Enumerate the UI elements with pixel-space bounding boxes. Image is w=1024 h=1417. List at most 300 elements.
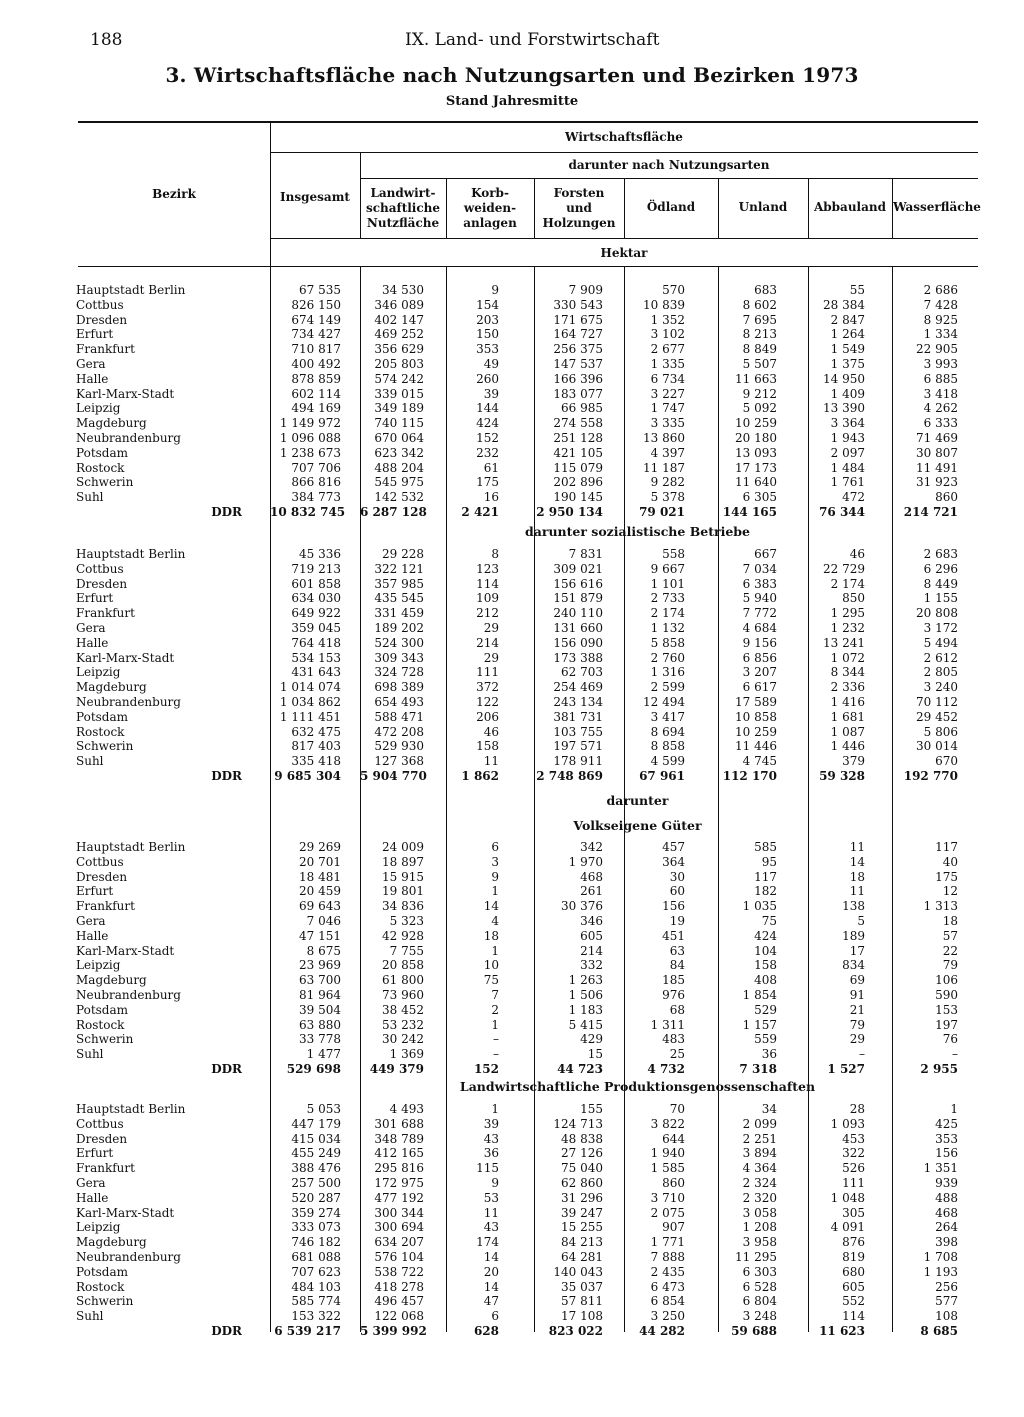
table-cell: 6 854: [650, 1294, 685, 1309]
col-header-abbauland: Abbauland: [813, 200, 887, 214]
table-cell: 205 803: [374, 356, 424, 371]
table-cell: 13 860: [643, 430, 685, 445]
table-cell: 151 879: [553, 591, 603, 606]
table-cell: 335 418: [291, 754, 341, 769]
table-cell: 20 701: [299, 854, 341, 869]
table-cell: 494 169: [291, 401, 341, 416]
table-cell: 30 242: [382, 1032, 424, 1047]
table-cell: 1 943: [830, 430, 865, 445]
table-cell: 408: [754, 973, 777, 988]
table-cell: 2 435: [650, 1264, 685, 1279]
table-cell: 2 174: [650, 606, 685, 621]
table-cell: 175: [476, 475, 499, 490]
table-cell: 18: [942, 913, 958, 928]
table-cell: 33 778: [299, 1032, 341, 1047]
district-name: [76, 769, 244, 784]
district-label: Leipzig: [76, 665, 121, 680]
table-row: [0, 914, 1024, 929]
district-label: Schwerin: [76, 1032, 134, 1047]
table-cell: 156: [662, 899, 685, 914]
table-row: [0, 1176, 1024, 1191]
table-cell: 2 686: [923, 283, 958, 297]
district-label: Frankfurt: [76, 1161, 135, 1176]
table-row: [0, 1235, 1024, 1250]
table-cell: 421 105: [553, 445, 603, 460]
table-cell: 529: [754, 1002, 777, 1017]
table-cell: 8 685: [920, 1323, 958, 1338]
table-cell: 69: [849, 973, 865, 988]
district-name: [76, 505, 244, 520]
table-cell: 174: [476, 1235, 499, 1250]
district-label: Suhl: [76, 490, 104, 505]
district-name: [76, 387, 246, 402]
table-cell: 3 822: [650, 1116, 685, 1131]
district-name: [76, 490, 246, 505]
table-cell: 477 192: [374, 1190, 424, 1205]
table-cell: 1: [491, 884, 499, 899]
district-name: [76, 577, 246, 592]
table-cell: 76: [942, 1032, 958, 1047]
table-cell: 545 975: [374, 475, 424, 490]
table-row: [0, 1191, 1024, 1206]
table-cell: 63 700: [299, 973, 341, 988]
table-cell: 309 343: [374, 650, 424, 665]
table-row: [0, 577, 1024, 592]
table-cell: 2 324: [742, 1175, 777, 1190]
table-cell: 63: [669, 943, 685, 958]
section-title-darunter: darunter: [606, 793, 669, 808]
table-cell: 13 390: [823, 401, 865, 416]
col-header-landw-line: Nutzfläche: [366, 216, 440, 230]
table-cell: 11: [483, 1205, 499, 1220]
district-name: [76, 1280, 246, 1295]
table-cell: 817 403: [291, 739, 341, 754]
district-name: [76, 1220, 246, 1235]
table-cell: 18 481: [299, 869, 341, 884]
table-cell: 9 156: [742, 635, 777, 650]
table-cell: 8 675: [306, 943, 341, 958]
district-label: Suhl: [76, 1309, 104, 1324]
table-row: [0, 958, 1024, 973]
table-cell: 1 264: [830, 327, 865, 342]
table-subtitle: Stand Jahresmitte: [445, 94, 579, 109]
table-cell: 1 409: [830, 386, 865, 401]
table-cell: 605: [842, 1279, 865, 1294]
district-name: [76, 1132, 246, 1147]
table-cell: 5 507: [742, 356, 777, 371]
table-cell: 7 888: [650, 1249, 685, 1264]
table-row: [0, 840, 1024, 855]
table-cell: 36: [761, 1047, 777, 1062]
table-total-row: [0, 1062, 1024, 1077]
table-cell: 240 110: [553, 606, 603, 621]
table-cell: 2 677: [650, 342, 685, 357]
district-label: Leipzig: [76, 401, 121, 416]
district-label: Hauptstadt Berlin: [76, 840, 186, 854]
district-name: [76, 606, 246, 621]
table-cell: 8 602: [742, 297, 777, 312]
table-cell: 424: [754, 928, 777, 943]
table-cell: 878 859: [291, 371, 341, 386]
table-cell: 172 975: [374, 1175, 424, 1190]
table-cell: 18: [849, 869, 865, 884]
table-row: [0, 973, 1024, 988]
district-name: [76, 283, 246, 298]
table-cell: 127 368: [374, 754, 424, 769]
table-cell: 2 599: [650, 680, 685, 695]
table-cell: 111: [842, 1175, 865, 1190]
district-label: Potsdam: [76, 445, 129, 460]
table-cell: 73 960: [382, 987, 424, 1002]
table-cell: 469 252: [374, 327, 424, 342]
district-name: [76, 855, 246, 870]
table-cell: 6: [491, 840, 499, 854]
table-row: [0, 1047, 1024, 1062]
table-cell: 5 940: [742, 591, 777, 606]
table-cell: 826 150: [291, 297, 341, 312]
table-cell: 488: [935, 1190, 958, 1205]
district-name: [76, 1032, 246, 1047]
table-cell: 2: [491, 1002, 499, 1017]
district-name: [76, 357, 246, 372]
table-cell: 402 147: [374, 312, 424, 327]
district-name: [76, 591, 246, 606]
table-cell: 14: [849, 854, 865, 869]
district-label: Gera: [76, 356, 106, 371]
district-name: [76, 1191, 246, 1206]
table-row: [0, 1161, 1024, 1176]
district-name: [76, 547, 246, 562]
table-cell: 6 856: [742, 650, 777, 665]
table-row: [0, 710, 1024, 725]
table-cell: 3 894: [742, 1146, 777, 1161]
table-cell: 6: [491, 1309, 499, 1324]
table-row: [0, 298, 1024, 313]
unit-label: Hektar: [600, 246, 648, 260]
table-total-row: [0, 769, 1024, 784]
table-cell: 150: [476, 327, 499, 342]
table-cell: 69 643: [299, 899, 341, 914]
district-name: [76, 988, 246, 1003]
table-cell: 574 242: [374, 371, 424, 386]
table-cell: 257 500: [291, 1175, 341, 1190]
table-cell: 264: [935, 1220, 958, 1235]
table-cell: 6 383: [742, 576, 777, 591]
district-name: [76, 870, 246, 885]
table-cell: 1 761: [830, 475, 865, 490]
district-label: DDR: [211, 1323, 242, 1338]
table-cell: 27 126: [561, 1146, 603, 1161]
table-row: [0, 1032, 1024, 1047]
district-name: [76, 929, 246, 944]
table-cell: 260: [476, 371, 499, 386]
table-cell: 104: [754, 943, 777, 958]
district-name: [76, 401, 246, 416]
table-cell: 43: [483, 1220, 499, 1235]
table-cell: 418 278: [374, 1279, 424, 1294]
table-row: [0, 870, 1024, 885]
table-cell: 115 079: [553, 460, 603, 475]
table-cell: 1: [491, 943, 499, 958]
table-cell: 251 128: [553, 430, 603, 445]
table-cell: 1 416: [830, 694, 865, 709]
table-cell: 6 287 128: [360, 504, 427, 519]
table-cell: 28: [849, 1102, 865, 1116]
district-label: Leipzig: [76, 958, 121, 973]
table-cell: 152: [476, 430, 499, 445]
col-header-bezirk: Bezirk: [152, 187, 196, 201]
table-cell: 57 811: [561, 1294, 603, 1309]
table-cell: 1 506: [568, 987, 603, 1002]
col-header-unland: Unland: [738, 200, 788, 214]
table-cell: 19: [669, 913, 685, 928]
table-cell: 5 904 770: [360, 768, 427, 783]
table-cell: 850: [842, 591, 865, 606]
district-name: [76, 461, 246, 476]
table-cell: 9: [491, 869, 499, 884]
table-cell: 61: [483, 460, 499, 475]
table-cell: 20: [483, 1264, 499, 1279]
table-cell: 158: [476, 739, 499, 754]
table-cell: 84: [669, 958, 685, 973]
district-label: Potsdam: [76, 709, 129, 724]
col-header-subgroup: darunter nach Nutzungsarten: [568, 158, 770, 172]
table-cell: 7: [491, 987, 499, 1002]
table-cell: 114: [842, 1309, 865, 1324]
table-cell: 295 816: [374, 1161, 424, 1176]
table-row: [0, 899, 1024, 914]
table-cell: 153 322: [291, 1309, 341, 1324]
district-name: [76, 1265, 246, 1280]
table-cell: 7 046: [306, 913, 341, 928]
table-cell: 1 549: [830, 342, 865, 357]
district-name: [76, 710, 246, 725]
table-cell: 29 269: [299, 840, 341, 854]
district-label: Schwerin: [76, 1294, 134, 1309]
table-cell: 353: [935, 1131, 958, 1146]
table-cell: 1 193: [923, 1264, 958, 1279]
district-label: Dresden: [76, 312, 128, 327]
district-name: [76, 327, 246, 342]
table-cell: 1 747: [650, 401, 685, 416]
table-cell: 1 313: [923, 899, 958, 914]
table-row: [0, 327, 1024, 342]
table-cell: 455 249: [291, 1146, 341, 1161]
table-cell: 171 675: [553, 312, 603, 327]
table-cell: 46: [849, 547, 865, 561]
table-cell: 70 112: [916, 694, 958, 709]
district-name: [76, 1018, 246, 1033]
col-header-korb-line: anlagen: [463, 216, 517, 230]
table-cell: 330 543: [553, 297, 603, 312]
table-cell: 60: [669, 884, 685, 899]
table-cell: 1 072: [830, 650, 865, 665]
table-cell: 6 617: [742, 680, 777, 695]
district-name: [76, 840, 246, 855]
table-cell: 12: [942, 884, 958, 899]
district-label: Potsdam: [76, 1264, 129, 1279]
table-cell: 47 151: [299, 928, 341, 943]
table-cell: 707 623: [291, 1264, 341, 1279]
district-label: Neubrandenburg: [76, 987, 181, 1002]
district-label: Cottbus: [76, 854, 124, 869]
table-row: [0, 1018, 1024, 1033]
table-cell: 4 493: [389, 1102, 424, 1116]
table-cell: 435 545: [374, 591, 424, 606]
table-row: [0, 1102, 1024, 1117]
table-cell: 415 034: [291, 1131, 341, 1146]
table-cell: 667: [754, 547, 777, 561]
table-cell: 364: [662, 854, 685, 869]
table-cell: 1 132: [650, 620, 685, 635]
table-cell: 13 241: [823, 635, 865, 650]
table-cell: 585 774: [291, 1294, 341, 1309]
district-name: [76, 298, 246, 313]
table-cell: 11 491: [916, 460, 958, 475]
table-cell: 698 389: [374, 680, 424, 695]
table-cell: 570: [662, 283, 685, 297]
table-cell: 6 734: [650, 371, 685, 386]
table-cell: 590: [935, 987, 958, 1002]
table-cell: 680: [842, 1264, 865, 1279]
table-cell: 3 418: [923, 386, 958, 401]
table-cell: 3 227: [650, 386, 685, 401]
table-cell: –: [952, 1047, 958, 1062]
table-cell: 4 262: [923, 401, 958, 416]
district-name: [76, 884, 246, 899]
table-cell: 346: [580, 913, 603, 928]
table-cell: 6 528: [742, 1279, 777, 1294]
table-cell: 185: [662, 973, 685, 988]
table-cell: 7 034: [742, 561, 777, 576]
table-cell: 4 599: [650, 754, 685, 769]
table-row: [0, 1206, 1024, 1221]
header-rule: [360, 178, 978, 179]
table-cell: 6 804: [742, 1294, 777, 1309]
district-label: Magdeburg: [76, 680, 147, 695]
table-cell: 158: [754, 958, 777, 973]
table-row: [0, 739, 1024, 754]
district-name: [76, 475, 246, 490]
col-header-oedland: Ödland: [646, 200, 696, 214]
table-row: [0, 461, 1024, 476]
table-cell: 483: [662, 1032, 685, 1047]
district-label: Erfurt: [76, 327, 114, 342]
table-cell: 34 530: [382, 283, 424, 297]
table-cell: 9 212: [742, 386, 777, 401]
table-cell: 7 831: [568, 547, 603, 561]
district-label: Karl-Marx-Stadt: [76, 650, 175, 665]
table-cell: 740 115: [374, 416, 424, 431]
table-cell: 115: [476, 1161, 499, 1176]
table-cell: 7 428: [923, 297, 958, 312]
table-cell: 431 643: [291, 665, 341, 680]
table-cell: 1 854: [742, 987, 777, 1002]
col-header-forsten-line: und: [566, 201, 592, 215]
table-cell: 35 037: [561, 1279, 603, 1294]
district-name: [76, 372, 246, 387]
table-cell: 2 955: [920, 1061, 958, 1076]
district-label: DDR: [211, 504, 242, 519]
table-cell: 424: [476, 416, 499, 431]
district-name: [76, 1176, 246, 1191]
district-name: [76, 1324, 244, 1339]
table-cell: 154: [476, 297, 499, 312]
table-cell: 6 296: [923, 561, 958, 576]
table-cell: 34 836: [382, 899, 424, 914]
district-name: [76, 1117, 246, 1132]
table-cell: 384 773: [291, 490, 341, 505]
district-name: [76, 1161, 246, 1176]
table-cell: 40: [942, 854, 958, 869]
section-sozialistische: [0, 547, 1024, 784]
table-cell: 42 928: [382, 928, 424, 943]
table-row: [0, 680, 1024, 695]
table-cell: 182: [754, 884, 777, 899]
table-cell: 559: [754, 1032, 777, 1047]
table-cell: 5 415: [568, 1017, 603, 1032]
table-cell: 166 396: [553, 371, 603, 386]
table-cell: 654 493: [374, 694, 424, 709]
district-name: [76, 944, 246, 959]
district-label: Neubrandenburg: [76, 1249, 181, 1264]
table-cell: 1 446: [830, 739, 865, 754]
table-cell: 1 334: [923, 327, 958, 342]
table-cell: 588 471: [374, 709, 424, 724]
table-cell: 346 089: [374, 297, 424, 312]
table-cell: 39 247: [561, 1205, 603, 1220]
table-cell: 1 035: [742, 899, 777, 914]
table-cell: 670 064: [374, 430, 424, 445]
table-cell: 2 612: [923, 650, 958, 665]
table-cell: 552: [842, 1294, 865, 1309]
table-cell: 67 961: [639, 768, 685, 783]
table-cell: 202 896: [553, 475, 603, 490]
district-label: Hauptstadt Berlin: [76, 283, 186, 297]
table-cell: 122: [476, 694, 499, 709]
table-cell: 261: [580, 884, 603, 899]
table-cell: 623 342: [374, 445, 424, 460]
district-name: [76, 313, 246, 328]
table-cell: 8 858: [650, 739, 685, 754]
table-cell: 53 232: [382, 1017, 424, 1032]
table-cell: 153: [935, 1002, 958, 1017]
table-cell: 3 364: [830, 416, 865, 431]
table-cell: 111: [476, 665, 499, 680]
table-cell: 1 585: [650, 1161, 685, 1176]
table-cell: 1 940: [650, 1146, 685, 1161]
district-label: Rostock: [76, 724, 125, 739]
table-cell: 534 153: [291, 650, 341, 665]
table-cell: 14: [483, 899, 499, 914]
table-cell: 39 504: [299, 1002, 341, 1017]
district-label: Gera: [76, 913, 106, 928]
table-cell: 300 344: [374, 1205, 424, 1220]
table-cell: 3 250: [650, 1309, 685, 1324]
table-cell: 634 207: [374, 1235, 424, 1250]
header-rule: [270, 152, 978, 153]
table-cell: 484 103: [291, 1279, 341, 1294]
table-cell: 59 688: [731, 1323, 777, 1338]
table-cell: 1 208: [742, 1220, 777, 1235]
table-row: [0, 562, 1024, 577]
col-header-korb: [446, 186, 534, 231]
table-cell: 61 800: [382, 973, 424, 988]
table-cell: 122 068: [374, 1309, 424, 1324]
table-cell: 674 149: [291, 312, 341, 327]
district-name: [76, 958, 246, 973]
table-cell: 939: [935, 1175, 958, 1190]
